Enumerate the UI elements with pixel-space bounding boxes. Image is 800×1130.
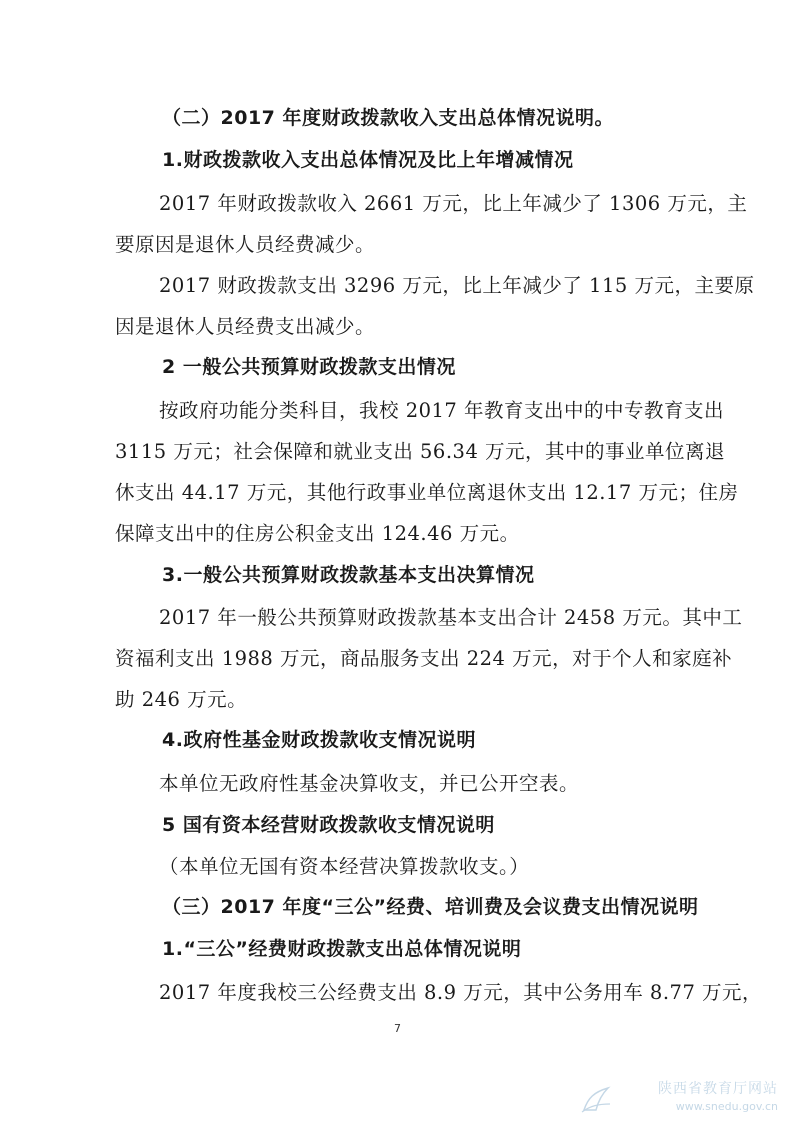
paragraph-line: 2017 年一般公共预算财政拨款基本支出合计 2458 万元。其中工 <box>159 606 743 629</box>
paragraph-line: 2017 年度我校三公经费支出 8.9 万元，其中公务用车 8.77 万元， <box>159 981 763 1004</box>
watermark <box>578 1078 778 1122</box>
paragraph-line: 资福利支出 1988 万元，商品服务支出 224 万元，对于个人和家庭补 <box>115 647 733 670</box>
paragraph-line: 因是退休人员经费支出减少。 <box>115 315 376 338</box>
watermark-url: www.snedu.gov.cn <box>675 1100 778 1113</box>
paragraph-line: 保障支出中的住房公积金支出 124.46 万元。 <box>115 522 520 545</box>
paragraph-line: 按政府功能分类科目，我校 2017 年教育支出中的中专教育支出 <box>159 399 725 422</box>
subheading-3: 3.一般公共预算财政拨款基本支出决算情况 <box>162 564 535 586</box>
subheading-2: 2 一般公共预算财政拨款支出情况 <box>162 356 456 378</box>
subheading-1: 1.财政拨款收入支出总体情况及比上年增减情况 <box>162 149 574 171</box>
section-heading-3: （三）2017 年度“三公”经费、培训费及会议费支出情况说明 <box>162 896 699 918</box>
watermark-site-name: 陕西省教育厅网站 <box>658 1081 778 1097</box>
subheading-6: 1.“三公”经费财政拨款支出总体情况说明 <box>162 938 522 960</box>
paragraph-line: 助 246 万元。 <box>115 688 248 711</box>
subheading-5: 5 国有资本经营财政拨款收支情况说明 <box>162 814 495 836</box>
subheading-4: 4.政府性基金财政拨款收支情况说明 <box>162 729 476 751</box>
paragraph-line: 2017 年财政拨款收入 2661 万元，比上年减少了 1306 万元，主 <box>159 192 748 215</box>
paragraph-line: 本单位无政府性基金决算收支，并已公开空表。 <box>159 772 580 795</box>
section-heading-2: （二）2017 年度财政拨款收入支出总体情况说明。 <box>162 107 614 129</box>
page-number: 7 <box>394 1022 401 1035</box>
paragraph-line: 2017 财政拨款支出 3296 万元，比上年减少了 115 万元，主要原 <box>159 274 755 297</box>
watermark-logo-icon <box>578 1080 614 1116</box>
paragraph-line: 要原因是退休人员经费减少。 <box>115 233 376 256</box>
paragraph-line: 3115 万元；社会保障和就业支出 56.34 万元，其中的事业单位离退 <box>115 440 726 463</box>
paragraph-line: （本单位无国有资本经营决算拨款收支。） <box>159 855 530 878</box>
paragraph-line: 休支出 44.17 万元，其他行政事业单位离退休支出 12.17 万元；住房 <box>115 481 739 504</box>
